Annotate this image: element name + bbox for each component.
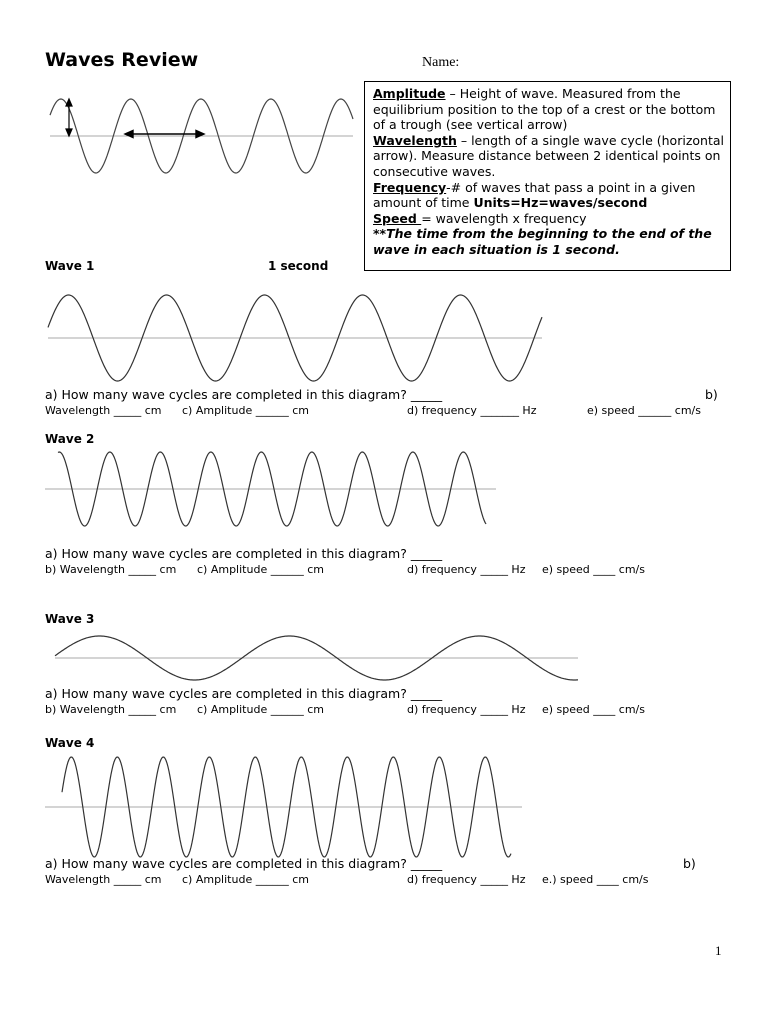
page-title: Waves Review [45,49,199,71]
wavelength-term: Wavelength [373,132,457,148]
wave-1-question-a: a) How many wave cycles are completed in this diagram? _____ [45,387,443,402]
wave-2-label: Wave 2 [45,432,95,446]
frequency-units: Units=Hz=waves/second [473,195,648,211]
amplitude-definition: – Height of wave. Measured from the equilibrium position to the top of a crest or the bottom of a trough (see vertical arrow) [373,86,716,133]
wave-3-label: Wave 3 [45,612,95,626]
wave-3-amplitude: c) Amplitude ______ cm [197,703,324,716]
time-note: **The time from the beginning to the end of the wave in each situation is 1 second. [373,226,712,257]
wavelength-definition: – length of a single wave cycle (horizontal arrow). Measure distance between 2 identical points on consecutive waves. [373,132,724,179]
amplitude-term: Amplitude [373,86,446,101]
wave-4-speed: e.) speed ____ cm/s [542,873,649,886]
wave-3-frequency: d) frequency _____ Hz [407,703,526,716]
speed-definition: = wavelength x frequency [421,210,587,226]
wave-3-question-a: a) How many wave cycles are completed in this diagram? _____ [45,686,443,701]
wave-1-amplitude: c) Amplitude ______ cm [182,404,309,417]
wave-2-wavelength: b) Wavelength _____ cm [45,563,177,576]
wave-4-frequency: d) frequency _____ Hz [407,873,526,886]
name-label: Name: [422,55,460,70]
wave-1-question-b-lead: b) [705,387,718,402]
wave-4-label: Wave 4 [45,736,95,750]
wave-3-wavelength: b) Wavelength _____ cm [45,703,177,716]
wave-3-speed: e) speed ____ cm/s [542,703,645,716]
frequency-term: Frequency [373,179,447,195]
wave-1-speed: e) speed ______ cm/s [587,404,701,417]
wave-2-question-a: a) How many wave cycles are completed in this diagram? _____ [45,546,443,561]
speed-term: Speed [373,210,422,226]
frequency-definition: -# of waves that pass a point in a given amount of time [373,179,696,211]
wave-1-wavelength: Wavelength _____ cm [45,404,162,417]
wave-1-label: Wave 1 [45,259,95,273]
wave-4-amplitude: c) Amplitude ______ cm [182,873,309,886]
wave-4-question-b-lead: b) [683,856,696,871]
wave-2-amplitude: c) Amplitude ______ cm [197,563,324,576]
wave-4-question-a: a) How many wave cycles are completed in this diagram? _____ [45,856,443,871]
wave-2-frequency: d) frequency _____ Hz [407,563,526,576]
wave-2-speed: e) speed ____ cm/s [542,563,645,576]
time-label: 1 second [268,259,329,273]
wave-1-frequency: d) frequency _______ Hz [407,404,537,417]
page-number: 1 [715,943,722,958]
wave-4-wavelength: Wavelength _____ cm [45,873,162,886]
